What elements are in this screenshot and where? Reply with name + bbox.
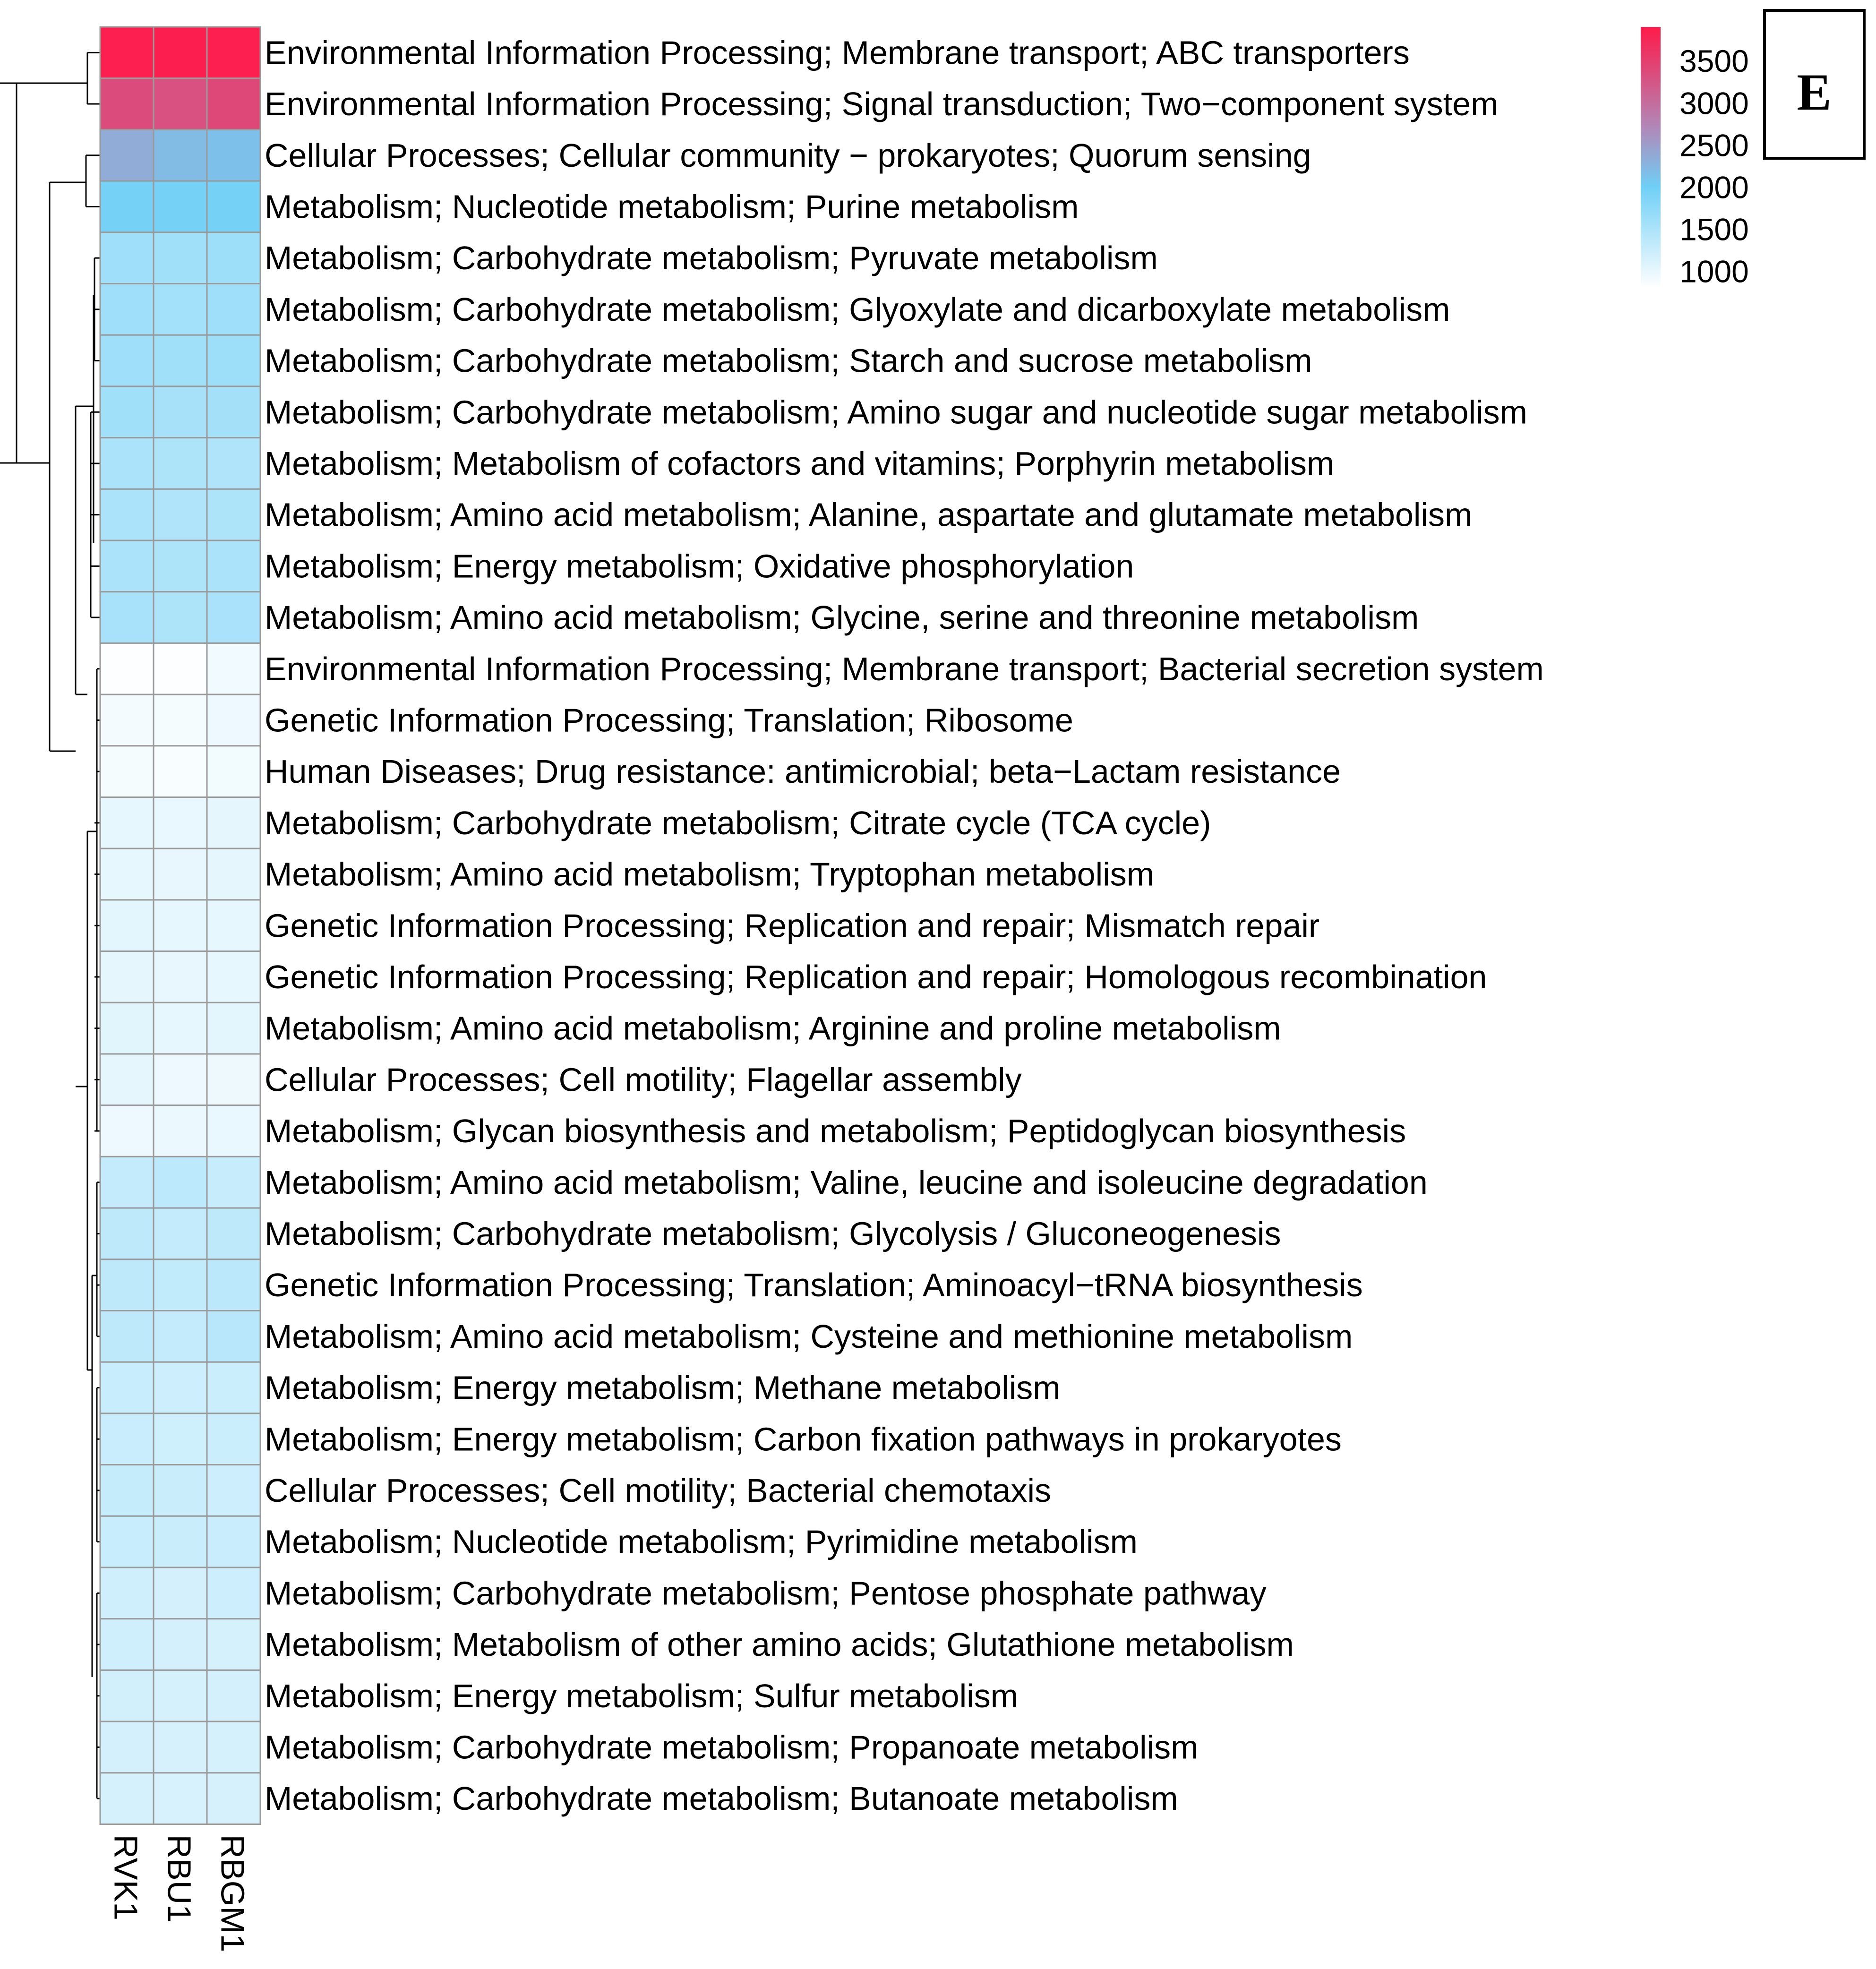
- heatmap-cell: [154, 1362, 207, 1413]
- heatmap-cell: [207, 129, 260, 181]
- heatmap-cell: [207, 335, 260, 386]
- row-labels: [265, 34, 1544, 1817]
- heatmap-cell: [154, 489, 207, 540]
- heatmap-cell: [207, 797, 260, 849]
- heatmap-cell: [154, 1054, 207, 1105]
- heatmap-cell: [100, 1670, 154, 1721]
- heatmap-cell: [100, 1156, 154, 1208]
- heatmap-cell: [100, 1619, 154, 1670]
- row-label: Metabolism; Carbohydrate metabolism; Glyoxylate and dicarboxylate metabolism: [265, 291, 1450, 328]
- heatmap-cell: [207, 27, 260, 78]
- heatmap-cell: [154, 540, 207, 592]
- heatmap-cell: [207, 284, 260, 335]
- heatmap-cell: [154, 129, 207, 181]
- column-labels: [108, 1835, 251, 1952]
- row-label: Metabolism; Carbohydrate metabolism; Pyruvate metabolism: [265, 240, 1158, 277]
- row-label: Environmental Information Processing; Membrane transport; ABC transporters: [265, 34, 1410, 71]
- heatmap-cell: [207, 592, 260, 643]
- row-label: Genetic Information Processing; Translation; Aminoacyl−tRNA biosynthesis: [265, 1267, 1363, 1304]
- heatmap-cell: [207, 386, 260, 438]
- heatmap-cell: [154, 181, 207, 232]
- heatmap-cell: [100, 797, 154, 849]
- heatmap-cell: [154, 1567, 207, 1619]
- heatmap-cell: [100, 1465, 154, 1516]
- heatmap-cell: [154, 284, 207, 335]
- heatmap-cell: [207, 181, 260, 232]
- heatmap-cell: [100, 1516, 154, 1567]
- row-label: Metabolism; Energy metabolism; Sulfur metabolism: [265, 1677, 1019, 1714]
- heatmap-cell: [154, 1105, 207, 1157]
- heatmap-cell: [154, 951, 207, 1003]
- heatmap-cell: [100, 951, 154, 1003]
- heatmap-cell: [154, 848, 207, 900]
- heatmap-cell: [154, 438, 207, 489]
- heatmap-cell: [100, 694, 154, 746]
- heatmap-cell: [100, 1311, 154, 1362]
- heatmap-cell: [100, 386, 154, 438]
- row-label: Metabolism; Amino acid metabolism; Valine, leucine and isoleucine degradation: [265, 1164, 1428, 1201]
- heatmap-cell: [100, 1002, 154, 1054]
- row-label: Environmental Information Processing; Signal transduction; Two−component system: [265, 86, 1499, 123]
- heatmap-cell: [100, 129, 154, 181]
- heatmap-cell: [207, 1567, 260, 1619]
- heatmap-cell: [207, 1156, 260, 1208]
- heatmap-cell: [100, 335, 154, 386]
- heatmap-cell: [207, 951, 260, 1003]
- color-legend: [1641, 27, 1749, 289]
- row-label: Metabolism; Energy metabolism; Methane metabolism: [265, 1369, 1061, 1406]
- heatmap-cell: [207, 1721, 260, 1773]
- heatmap-cell: [207, 438, 260, 489]
- heatmap-cell: [154, 694, 207, 746]
- heatmap-cell: [207, 1208, 260, 1259]
- heatmap-cells: [100, 27, 260, 1824]
- column-label: RBU1: [161, 1834, 198, 1923]
- heatmap-cell: [100, 746, 154, 797]
- legend-tick-label: 1500: [1679, 212, 1749, 247]
- row-label: Metabolism; Carbohydrate metabolism; Propanoate metabolism: [265, 1729, 1199, 1766]
- row-label: Metabolism; Metabolism of cofactors and vitamins; Porphyrin metabolism: [265, 445, 1335, 482]
- heatmap-cell: [154, 1002, 207, 1054]
- heatmap-cell: [100, 848, 154, 900]
- heatmap-cell: [207, 232, 260, 284]
- heatmap-cell: [100, 1208, 154, 1259]
- heatmap-cell: [207, 1465, 260, 1516]
- heatmap-cell: [100, 1721, 154, 1773]
- legend-tick-label: 3500: [1679, 43, 1749, 79]
- heatmap-cell: [154, 1773, 207, 1824]
- row-label: Metabolism; Nucleotide metabolism; Purine metabolism: [265, 188, 1079, 225]
- heatmap-cell: [100, 438, 154, 489]
- row-label: Metabolism; Glycan biosynthesis and metabolism; Peptidoglycan biosynthesis: [265, 1113, 1406, 1150]
- heatmap-cell: [100, 540, 154, 592]
- heatmap-cell: [207, 1413, 260, 1465]
- row-label: Metabolism; Amino acid metabolism; Alanine, aspartate and glutamate metabolism: [265, 496, 1473, 533]
- legend-tick-label: 3000: [1679, 86, 1749, 121]
- heatmap-cell: [207, 1002, 260, 1054]
- heatmap-cell: [100, 1054, 154, 1105]
- row-label: Cellular Processes; Cellular community − prokaryotes; Quorum sensing: [265, 137, 1311, 174]
- heatmap-cell: [100, 1259, 154, 1311]
- row-label: Genetic Information Processing; Replication and repair; Homologous recombination: [265, 958, 1487, 995]
- row-label: Metabolism; Carbohydrate metabolism; Glycolysis / Gluconeogenesis: [265, 1215, 1281, 1252]
- heatmap-cell: [207, 489, 260, 540]
- heatmap-cell: [207, 1362, 260, 1413]
- row-label: Metabolism; Metabolism of other amino acids; Glutathione metabolism: [265, 1626, 1294, 1663]
- heatmap-cell: [154, 1670, 207, 1721]
- panel-label-box: [1765, 10, 1864, 158]
- column-label: RVK1: [107, 1834, 145, 1921]
- heatmap-cell: [207, 900, 260, 951]
- heatmap-cell: [154, 1619, 207, 1670]
- heatmap-cell: [207, 1259, 260, 1311]
- heatmap-cell: [100, 1362, 154, 1413]
- row-label: Metabolism; Amino acid metabolism; Arginine and proline metabolism: [265, 1010, 1281, 1047]
- heatmap-cell: [154, 900, 207, 951]
- row-label: Genetic Information Processing; Replication and repair; Mismatch repair: [265, 907, 1320, 944]
- row-label: Metabolism; Amino acid metabolism; Tryptophan metabolism: [265, 856, 1155, 893]
- heatmap-cell: [207, 848, 260, 900]
- legend-color-bar: [1641, 27, 1661, 288]
- heatmap-cell: [207, 1105, 260, 1157]
- heatmap-cell: [100, 1105, 154, 1157]
- heatmap-cell: [154, 1721, 207, 1773]
- heatmap-cell: [207, 1054, 260, 1105]
- row-label: Metabolism; Nucleotide metabolism; Pyrimidine metabolism: [265, 1523, 1138, 1560]
- heatmap-cell: [154, 592, 207, 643]
- heatmap-cell: [207, 1670, 260, 1721]
- row-label: Metabolism; Amino acid metabolism; Glycine, serine and threonine metabolism: [265, 599, 1419, 636]
- heatmap-cell: [207, 1619, 260, 1670]
- heatmap-cell: [154, 1259, 207, 1311]
- legend-tick-label: 2500: [1679, 128, 1749, 163]
- heatmap-cell: [154, 386, 207, 438]
- row-label: Metabolism; Carbohydrate metabolism; Pentose phosphate pathway: [265, 1575, 1267, 1612]
- heatmap-cell: [154, 1311, 207, 1362]
- heatmap-cell: [100, 1413, 154, 1465]
- column-label: RBGM1: [214, 1834, 251, 1952]
- heatmap-cell: [154, 335, 207, 386]
- row-label: Metabolism; Carbohydrate metabolism; Starch and sucrose metabolism: [265, 342, 1312, 379]
- row-label: Cellular Processes; Cell motility; Flagellar assembly: [265, 1061, 1022, 1098]
- row-label: Metabolism; Carbohydrate metabolism; Citrate cycle (TCA cycle): [265, 804, 1211, 841]
- heatmap-cell: [207, 78, 260, 130]
- heatmap-cell: [100, 232, 154, 284]
- heatmap-cell: [154, 1516, 207, 1567]
- row-label: Human Diseases; Drug resistance: antimicrobial; beta−Lactam resistance: [265, 753, 1341, 790]
- heatmap-cell: [154, 27, 207, 78]
- panel-label: E: [1797, 63, 1832, 121]
- row-label: Metabolism; Amino acid metabolism; Cysteine and methionine metabolism: [265, 1318, 1353, 1355]
- heatmap-cell: [100, 643, 154, 694]
- row-label: Metabolism; Energy metabolism; Carbon fixation pathways in prokaryotes: [265, 1421, 1342, 1458]
- heatmap-cell: [100, 1773, 154, 1824]
- heatmap-cell: [154, 643, 207, 694]
- heatmap-cell: [154, 78, 207, 130]
- row-dendrogram: [0, 52, 100, 1798]
- heatmap-cell: [154, 1413, 207, 1465]
- row-label: Genetic Information Processing; Translation; Ribosome: [265, 702, 1073, 739]
- heatmap-cell: [207, 1311, 260, 1362]
- heatmap-cell: [207, 540, 260, 592]
- heatmap-cell: [207, 694, 260, 746]
- row-label: Environmental Information Processing; Membrane transport; Bacterial secretion system: [265, 650, 1544, 687]
- heatmap-cell: [100, 592, 154, 643]
- heatmap-cell: [100, 181, 154, 232]
- heatmap-cell: [207, 1773, 260, 1824]
- legend-tick-label: 2000: [1679, 170, 1749, 205]
- heatmap-cell: [154, 232, 207, 284]
- row-label: Metabolism; Energy metabolism; Oxidative phosphorylation: [265, 548, 1134, 585]
- row-label: Cellular Processes; Cell motility; Bacterial chemotaxis: [265, 1472, 1051, 1509]
- heatmap-cell: [154, 1208, 207, 1259]
- heatmap-cell: [207, 746, 260, 797]
- heatmap-cell: [154, 1156, 207, 1208]
- heatmap-cell: [154, 746, 207, 797]
- legend-tick-label: 1000: [1679, 254, 1749, 289]
- heatmap-cell: [100, 27, 154, 78]
- heatmap-cell: [154, 797, 207, 849]
- heatmap-cell: [100, 284, 154, 335]
- heatmap-cell: [154, 1465, 207, 1516]
- heatmap-cell: [100, 1567, 154, 1619]
- row-label: Metabolism; Carbohydrate metabolism; Butanoate metabolism: [265, 1780, 1178, 1817]
- heatmap-cell: [100, 900, 154, 951]
- heatmap-cell: [100, 489, 154, 540]
- heatmap-cell: [100, 78, 154, 130]
- heatmap-cell: [207, 1516, 260, 1567]
- heatmap-cell: [207, 643, 260, 694]
- row-label: Metabolism; Carbohydrate metabolism; Amino sugar and nucleotide sugar metabolism: [265, 394, 1527, 431]
